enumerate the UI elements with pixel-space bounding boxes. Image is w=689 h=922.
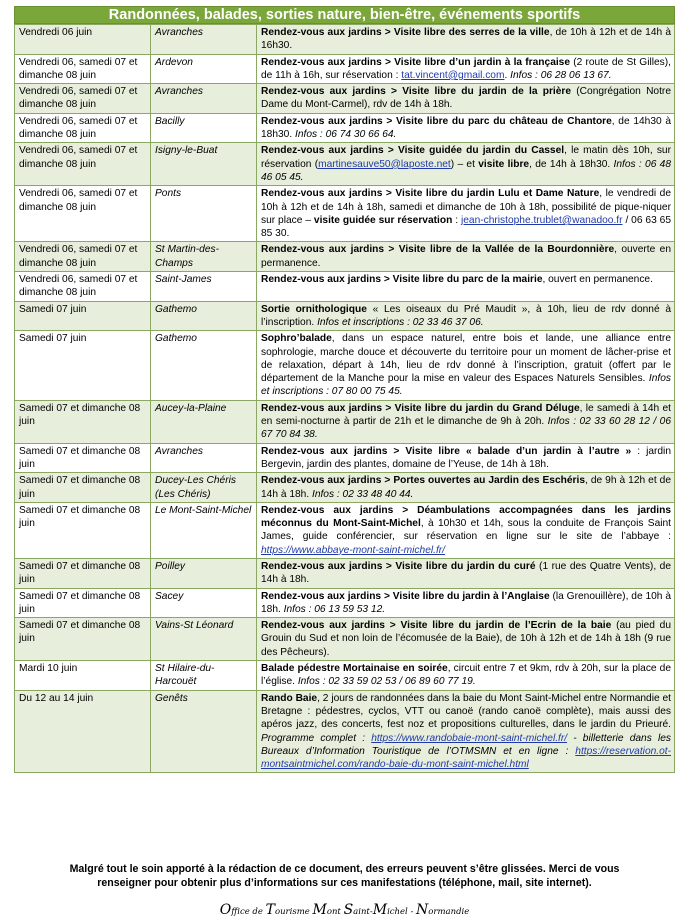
event-text: (2 route de St Gilles), de 11h à 16h, sur réservation : — [261, 56, 671, 81]
event-text: : jardin Bergevin, jardin des plantes, domaine de l’Yeuse, de 14h à 18h. — [261, 445, 671, 470]
event-description — [257, 272, 675, 302]
event-text: Infos : 02 33 48 40 44. — [311, 488, 414, 500]
event-date: Samedi 07 et dimanche 08 juin — [15, 443, 151, 473]
events-table — [14, 24, 675, 773]
event-text: , de 14h30 à 18h30. — [261, 115, 671, 141]
event-date: Vendredi 06, samedi 07 et dimanche 08 juin — [15, 143, 151, 186]
event-link[interactable]: https://www.randobaie-mont-saint-michel.fr/ — [371, 732, 568, 744]
signature-part: S — [343, 902, 354, 918]
event-date: Vendredi 06, samedi 07 et dimanche 08 juin — [15, 54, 151, 84]
event-text: Infos et inscriptions : 02 33 46 37 06. — [317, 316, 484, 328]
event-text: (au pied du Grouin du Sud et non loin de l’écomusée de la Baie), de 10h à 12h et de 14h à 18h (9 rue des Pêcheurs). — [261, 620, 672, 658]
event-text: Rendez-vous aux jardins > Visite guidée du jardin du Cassel — [261, 145, 565, 157]
event-text: (Congrégation Notre Dame du Mont-Carmel), rdv de 14h à 18h. — [261, 86, 671, 111]
event-date: Samedi 07 juin — [15, 331, 151, 400]
event-text: Rendez-vous aux jardins > Visite libre du jardin de la prière — [261, 86, 572, 98]
event-text: Rendez-vous aux jardins > Visite libre du jardin à l’Anglaise — [261, 590, 550, 602]
event-place: St Martin-des-Champs — [151, 242, 257, 272]
event-date: Samedi 07 et dimanche 08 juin — [15, 400, 151, 443]
event-text: Sortie ornithologique — [261, 303, 367, 315]
event-row — [15, 242, 675, 272]
event-text: Rendez-vous aux jardins > Visite libre du jardin du curé — [261, 560, 536, 572]
event-text: visite guidée sur réservation — [313, 214, 453, 226]
event-text: , de 9h à 12h et de 14h à 18h. — [261, 475, 671, 500]
signature-part: M — [372, 902, 388, 918]
event-link[interactable]: https://www.abbaye-mont-saint-michel.fr/ — [261, 544, 446, 556]
event-row — [15, 186, 675, 242]
event-text: , circuit entre 7 et 9km, rdv à 20h, sur la place de l’église. — [261, 663, 671, 688]
event-row — [15, 400, 675, 443]
event-text: . — [504, 69, 511, 81]
event-place: Gathemo — [151, 331, 257, 400]
event-row — [15, 272, 675, 302]
events-document — [14, 6, 675, 773]
event-text: Rendez-vous aux jardins > Visite libre de la Vallée de la Bourdonnière — [261, 244, 615, 256]
event-place: Sacey — [151, 588, 257, 618]
event-text: Infos et inscriptions : 07 80 00 75 45. — [261, 373, 671, 398]
event-text: , le matin dès 10h, sur réservation ( — [261, 145, 671, 170]
event-row — [15, 588, 675, 618]
signature-part: O — [219, 902, 232, 918]
event-place: Saint-James — [151, 272, 257, 302]
event-description — [257, 113, 675, 143]
event-place: Genêts — [151, 690, 257, 773]
event-date: Du 12 au 14 juin — [15, 690, 151, 773]
signature-part: ichel — [387, 907, 408, 917]
event-text: / 06 63 65 85 30. — [261, 214, 671, 240]
event-description — [257, 84, 675, 114]
event-row — [15, 473, 675, 503]
event-place: Aucey-la-Plaine — [151, 400, 257, 443]
signature-part: aint — [353, 907, 370, 917]
event-date: Samedi 07 et dimanche 08 juin — [15, 558, 151, 588]
event-place: Poilley — [151, 558, 257, 588]
event-description — [257, 242, 675, 272]
event-text: Rendez-vous aux jardins > Visite libre des serres de la ville — [261, 27, 550, 38]
event-link[interactable]: martinesauve50@laposte.net — [318, 158, 451, 170]
event-description — [257, 588, 675, 618]
section-header: Randonnées, balades, sorties nature, bien-être, événements sportifs — [14, 6, 675, 24]
event-description — [257, 400, 675, 443]
event-text: Programme complet : — [261, 732, 372, 744]
event-text: Infos : 02 33 60 28 12 / 06 67 70 84 38. — [261, 416, 671, 441]
disclaimer-line-2: renseigner pour obtenir plus d’informations sur ces manifestations (téléphone, mail, site internet). — [97, 877, 592, 889]
event-text: , le samedi à 14h et en semi-nocturne à partir de 21h et le dimanche de 9h à 20h. — [261, 402, 671, 428]
event-text: Rendez-vous aux jardins > Visite libre du jardin de l’Ecrin de la baie — [261, 620, 612, 632]
signature-part: N — [416, 902, 429, 918]
event-date: Samedi 07 juin — [15, 301, 151, 331]
event-row — [15, 331, 675, 400]
event-text: , dans un espace naturel, entre bois et lande, une alliance entre sophrologie, marche douce et découverte du territoire pour un moment de lâcher-prise et de relaxation, départ à 14h, lieu de rdv donné à l’inscription, gratuit (offert par le département de la Manche pour la mise en valeur des Espaces Naturels Sensibles. — [261, 333, 671, 385]
signature-part: ormandie — [428, 907, 470, 917]
event-text: Rendez-vous aux jardins > Déambulations accompagnées dans les jardins méconnus du Mont-Saint-Michel — [261, 504, 671, 530]
event-row — [15, 443, 675, 473]
event-text: Infos : 06 74 30 66 64. — [295, 129, 397, 141]
event-text: Infos : 02 33 59 02 53 / 06 89 60 77 19. — [297, 676, 476, 688]
event-text: Sophro’balade — [261, 333, 332, 345]
event-text: Rendez-vous aux jardins > Visite libre « balade d’un jardin à l’autre » — [261, 445, 632, 457]
event-description — [257, 186, 675, 242]
event-place: Ducey-Les Chéris (Les Chéris) — [151, 473, 257, 503]
event-text: Rendez-vous aux jardins > Visite libre du parc du château de Chantore — [261, 115, 612, 127]
event-text: visite libre — [478, 158, 530, 170]
signature-part: ourisme — [274, 907, 313, 917]
event-text: Rendez-vous aux jardins > Visite libre d’un jardin à la française — [261, 56, 571, 68]
disclaimer — [0, 862, 689, 890]
signature-part: T — [265, 902, 275, 918]
event-text: Infos : 06 13 59 53 12. — [283, 603, 386, 615]
event-description — [257, 558, 675, 588]
event-date: Vendredi 06, samedi 07 et dimanche 08 juin — [15, 113, 151, 143]
event-date: Mardi 10 juin — [15, 661, 151, 691]
event-date: Samedi 07 et dimanche 08 juin — [15, 473, 151, 503]
event-text: : — [452, 214, 461, 226]
event-text: Rando Baie — [261, 692, 318, 704]
event-description — [257, 143, 675, 186]
event-text: , à 10h30 et 14h, sous la conduite de François Saint James, guide conférencier, sur réservation en ligne sur le site de l’abbaye : — [261, 518, 671, 543]
event-date: Samedi 07 et dimanche 08 juin — [15, 502, 151, 558]
event-text: , de 14h à 18h30. — [529, 158, 614, 170]
event-link[interactable]: https://reservation.ot-montsaintmichel.com/rando-baie-du-mont-saint-michel.html — [261, 745, 671, 771]
event-place: Avranches — [151, 25, 257, 55]
event-description — [257, 473, 675, 503]
event-text: ) – et — [450, 158, 479, 170]
signature-part: ffice de — [231, 907, 266, 917]
event-text: (1 rue des Quatre Vents), de 14h à 18h. — [261, 560, 671, 586]
event-row — [15, 301, 675, 331]
office-signature — [0, 902, 689, 918]
event-link[interactable]: jean-christophe.trublet@wanadoo.fr — [460, 214, 623, 226]
event-date: Samedi 07 et dimanche 08 juin — [15, 588, 151, 618]
event-row — [15, 502, 675, 558]
event-text: - billetterie dans les Bureaux d’Information Touristique de l’OTMSMN et en ligne : — [261, 732, 671, 757]
event-row — [15, 113, 675, 143]
disclaimer-line-1: Malgré tout le soin apporté à la rédaction de ce document, des erreurs peuvent s’être glissées. Merci de vous — [69, 863, 620, 875]
event-description — [257, 25, 675, 55]
event-row — [15, 84, 675, 114]
event-text: Rendez-vous aux jardins > Visite libre du jardin Lulu et Dame Nature — [261, 188, 600, 200]
event-date: Vendredi 06, samedi 07 et dimanche 08 juin — [15, 186, 151, 242]
event-text: « Les oiseaux du Pré Maudit », à 10h, lieu de rdv donné à l’inscription. — [261, 303, 672, 328]
event-row — [15, 661, 675, 691]
event-date: Samedi 07 et dimanche 08 juin — [15, 618, 151, 661]
event-description — [257, 331, 675, 400]
event-date: Vendredi 06 juin — [15, 25, 151, 55]
signature-part: M — [312, 902, 327, 918]
event-place: Avranches — [151, 84, 257, 114]
event-text: , le vendredi de 10h à 12h et de 14h à 18h, samedi et dimanche de 10h à 18h, possibilité de pique-niquer sur place – — [261, 188, 671, 226]
signature-part: - — [369, 907, 373, 917]
event-place: Ardevon — [151, 54, 257, 84]
event-date: Vendredi 06, samedi 07 et dimanche 08 juin — [15, 272, 151, 302]
event-description — [257, 54, 675, 84]
event-description — [257, 301, 675, 331]
event-place: Ponts — [151, 186, 257, 242]
event-row — [15, 143, 675, 186]
event-text: , ouvert en permanence. — [542, 274, 653, 286]
event-row — [15, 690, 675, 773]
event-description — [257, 502, 675, 558]
event-place: Bacilly — [151, 113, 257, 143]
event-description — [257, 618, 675, 661]
event-text: Rendez-vous aux jardins > Visite libre du jardin du Grand Déluge — [261, 402, 580, 414]
event-place: Gathemo — [151, 301, 257, 331]
event-text: , de 10h à 12h et de 14h à 16h30. — [261, 27, 671, 52]
event-link[interactable]: tat.vincent@gmail.com — [401, 69, 505, 81]
event-text: , 2 jours de randonnées dans la baie du Mont Saint-Michel entre Normandie et Bretagne : pédestres, cyclos, VTT ou canoë (rando canoë complète), mais aussi des apéros jazz, des concerts, fest noz et propositions culturelles, dans le jardin du Prieuré. — [261, 692, 672, 731]
event-description — [257, 690, 675, 773]
event-text: (la Grenouillère), de 10h à 18h. — [261, 590, 672, 615]
event-text: Infos : 06 28 06 13 67. — [510, 69, 612, 81]
event-row — [15, 25, 675, 55]
event-row — [15, 54, 675, 84]
event-text: Balade pédestre Mortainaise en soirée — [261, 663, 448, 675]
event-text: Rendez-vous aux jardins > Portes ouvertes au Jardin des Eschéris — [261, 475, 585, 487]
signature-part: ont — [326, 907, 344, 917]
event-place: Isigny-le-Buat — [151, 143, 257, 186]
event-row — [15, 618, 675, 661]
event-date: Vendredi 06, samedi 07 et dimanche 08 juin — [15, 242, 151, 272]
event-row — [15, 558, 675, 588]
event-description — [257, 661, 675, 691]
event-date: Vendredi 06, samedi 07 et dimanche 08 juin — [15, 84, 151, 114]
event-place: Avranches — [151, 443, 257, 473]
event-text: Infos : 06 48 46 05 45. — [261, 158, 672, 183]
event-place: Le Mont-Saint-Michel — [151, 502, 257, 558]
event-place: St Hilaire-du-Harcouët — [151, 661, 257, 691]
event-place: Vains-St Léonard — [151, 618, 257, 661]
event-text: , ouverte en permanence. — [261, 244, 671, 269]
event-text: Rendez-vous aux jardins > Visite libre du parc de la mairie — [261, 274, 543, 286]
signature-part: - — [407, 907, 417, 917]
event-description — [257, 443, 675, 473]
